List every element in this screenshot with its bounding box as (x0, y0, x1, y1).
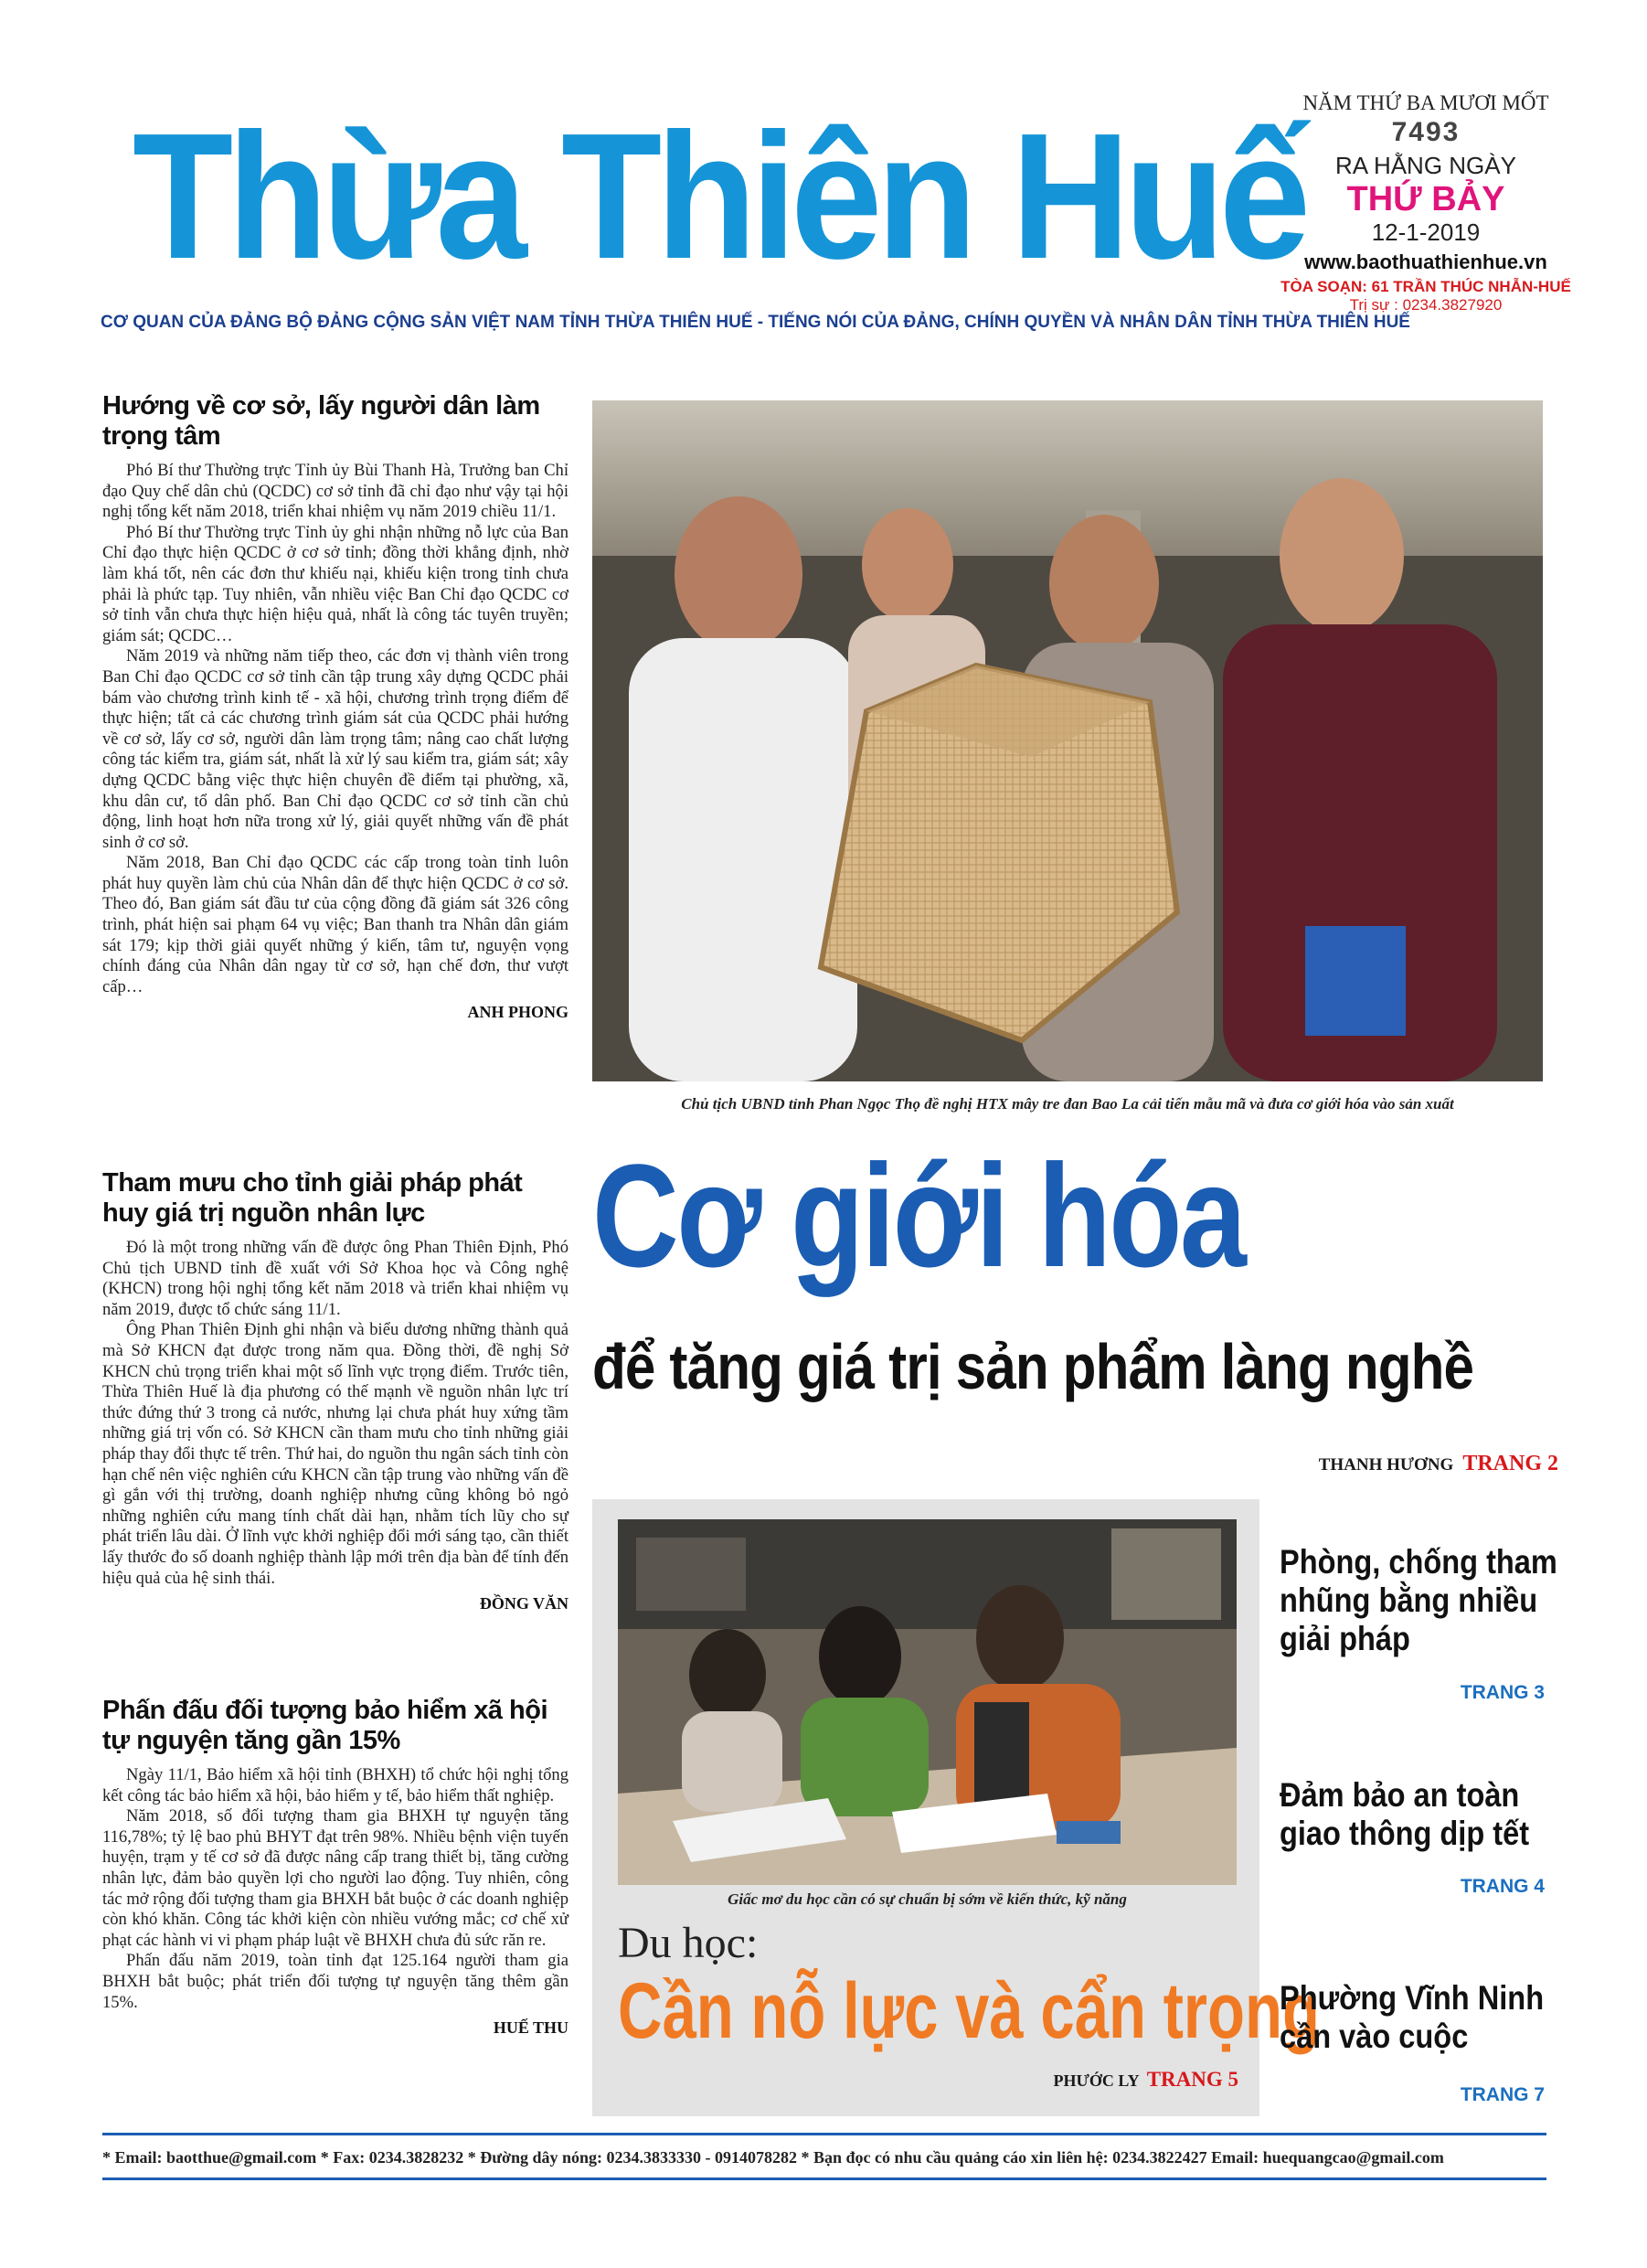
footer-rule-bottom (102, 2177, 1546, 2180)
issue-number: 7493 (1391, 117, 1461, 147)
feature-page-link[interactable]: TRANG 5 (1146, 2068, 1238, 2091)
article-byline: HUẾ THU (493, 2018, 568, 2038)
article-headline[interactable]: Phấn đấu đối tượng bảo hiểm xã hội tự nguyện tăng gần 15% (102, 1696, 548, 1755)
masthead-title: Thừa Thiên Huế (133, 96, 1305, 296)
article-paragraph: Đó là một trong những vấn đề được ông Phan Thiên Định, Phó Chủ tịch UBND tỉnh đề xuất với Sở Khoa học và Công nghệ (KHCN) trong hội nghị tổng kết năm 2018 và triển khai nhiệm vụ năm 2019, được tổ chức sáng 11/1. (102, 1238, 568, 1319)
article-1 (102, 391, 568, 1022)
issue-year: NĂM THỨ BA MƯƠI MỐT (1302, 91, 1549, 114)
article-headline[interactable]: Tham mưu cho tỉnh giải pháp phát huy giá trị nguồn nhân lực (102, 1168, 523, 1228)
side-story-3[interactable] (1280, 1979, 1545, 2056)
lead-page-link[interactable]: TRANG 2 (1462, 1452, 1558, 1475)
article-paragraph: Phấn đấu năm 2019, toàn tỉnh đạt 125.164 người tham gia BHXH bắt buộc; phát triển đối tượng tự nguyện tăng thêm gần 15%. (102, 1951, 568, 2012)
issue-frequency: RA HẰNG NGÀY (1335, 152, 1516, 179)
article-paragraph: Năm 2018, Ban Chỉ đạo QCDC các cấp trong toàn tỉnh luôn phát huy quyền làm chủ của Nhân dân để thực hiện QCDC ở cơ sở. Theo đó, Ban giám sát đầu tư của cộng đồng đã giám sát 326 công trình, phát hiện sai phạm 64 vụ việc; Ban thanh tra Nhân dân giám sát 179; kịp thời giải quyết những ý kiến, tâm tư, nguyện vọng chính đáng của Nhân dân ngay từ cơ sở, hạn chế đơn, thư vượt cấp… (102, 853, 568, 996)
feature-byline (987, 2068, 1238, 2092)
side-story-line: Phường Vĩnh Ninh (1280, 1979, 1545, 2017)
article-byline: ĐỒNG VĂN (479, 1594, 568, 1613)
article-paragraph: Ông Phan Thiên Định ghi nhận và biểu dương những thành quả mà Sở KHCN đạt được trong năm qua. Đồng thời, đề nghị Sở KHCN chủ trọng triển khai một số lĩnh vực trọng điểm. Trước tiên, Thừa Thiên Huế là địa phương có thế mạnh về nguồn nhân lực trí thức đứng thứ 3 trong cả nước, nhưng lại chưa phát huy xứng tầm những giá trị vốn có. Sở KHCN cần tham mưu cho tỉnh những giải pháp thay đổi thực tế trên. Thứ hai, do nguồn thu ngân sách tỉnh còn hạn chế nên việc nghiên cứu KHCN cần tập trung vào những vấn đề gì gắn với thị trường, doanh nghiệp nhưng cũng không bỏ ngỏ những nghiên cứu mang tính chất dài hạn, nhằm tích lũy cho sự phát triển lâu dài. Ở lĩnh vực khởi nghiệp đổi mới sáng tạo, cần thiết lấy thước đo số doanh nghiệp thành lập mới trên địa bàn để tính đến hiệu quả của hệ sinh thái. (102, 1320, 568, 1588)
lead-photo[interactable] (592, 400, 1543, 1081)
article-paragraph: Phó Bí thư Thường trực Tỉnh ủy Bùi Thanh Hà, Trưởng ban Chỉ đạo Quy chế dân chủ (QCDC) cơ sở tỉnh đã chỉ đạo như vậy tại hội nghị tổng kết năm 2018, triển khai nhiệm vụ năm 2019 chiều 11/1. (102, 461, 568, 522)
article-paragraph: Ngày 11/1, Bảo hiểm xã hội tỉnh (BHXH) tổ chức hội nghị tổng kết công tác bảo hiểm xã hội, bảo hiểm y tế, bảo hiểm thất nghiệp. (102, 1765, 568, 1805)
issue-date: 12-1-2019 (1371, 218, 1481, 246)
article-byline: ANH PHONG (467, 1003, 568, 1022)
side-story-line: giải pháp (1280, 1620, 1410, 1657)
office-address: TÒA SOẠN: 61 TRẦN THÚC NHẪN-HUẾ (1280, 278, 1571, 295)
article-body (102, 461, 568, 997)
article-paragraph: Năm 2018, số đối tượng tham gia BHXH tự nguyện tăng 116,78%; tỷ lệ bao phủ BHYT đạt trên 98%. Nhiều bệnh viện tuyến huyện, trạm y tế cơ sở đã được nâng cấp trang thiết bị, tăng cường nhân lực, đảm bảo quyền lợi cho người lao động. Tuy nhiên, công tác mở rộng đối tượng tham gia BHXH bắt buộc ở các doanh nghiệp còn khó khăn. Công tác khởi kiện còn nhiều vướng mắc; cơ chế xử phạt các hành vi vi phạm pháp luật về BHXH chưa đủ sức răn re. (102, 1806, 568, 1950)
article-paragraph: Năm 2019 và những năm tiếp theo, các đơn vị thành viên trong Ban Chỉ đạo QCDC cơ sở tỉnh cần tập trung xây dựng QCDC phải bám vào chương trình kinh tế - xã hội, chương trình trọng điểm để thực hiện; tất cả các chương trình giám sát của QCDC phải hướng về cơ sở, lấy cơ sở, người dân làm trọng tâm; nâng cao chất lượng công tác kiểm tra, giám sát, nhất là xử lý sau kiểm tra, giám sát; xây dựng QCDC bằng việc thực hiện chuyên đề điểm tại phường, xã, khu dân cư, tổ dân phố. Ban Chỉ đạo QCDC cơ sở tỉnh cần chủ động, linh hoạt hơn nữa trong xử lý, giải quyết những vấn đề phát sinh ở cơ sở. (102, 646, 568, 852)
lead-subheadline[interactable]: để tăng giá trị sản phẩm làng nghề (592, 1331, 1474, 1402)
article-3 (102, 1696, 568, 2038)
lead-photo-caption: Chủ tịch UBND tỉnh Phan Ngọc Thọ đề nghị HTX mây tre đan Bao La cải tiến mẫu mã và đưa cơ giới hóa vào sản xuất (681, 1095, 1454, 1113)
article-2 (102, 1168, 568, 1613)
feature-photo-caption: Giấc mơ du học cần có sự chuẩn bị sớm về kiến thức, kỹ năng (728, 1890, 1127, 1908)
lead-headline[interactable]: Cơ giới hóa (592, 1134, 1245, 1297)
footer-rule (102, 2133, 1546, 2135)
article-headline[interactable]: Hướng về cơ sở, lấy người dân làm trọng tâm (102, 391, 540, 451)
side-story-line: cần vào cuộc (1280, 2018, 1469, 2055)
side-story-1[interactable] (1280, 1543, 1557, 1658)
feature-kicker: Du học: (618, 1919, 759, 1967)
website-link[interactable]: www.baothuathienhue.vn (1304, 250, 1547, 273)
article-body (102, 1765, 568, 2013)
side-story-3-page[interactable]: TRANG 7 (1460, 2084, 1545, 2105)
article-body (102, 1238, 568, 1589)
lead-byline (1261, 1452, 1558, 1476)
side-story-1-page[interactable]: TRANG 3 (1460, 1682, 1545, 1703)
feature-headline[interactable]: Cần nỗ lực và cẩn trọng (618, 1967, 1320, 2055)
issue-info (1275, 91, 1577, 314)
footer-contacts: * Email: baotthue@gmail.com * Fax: 0234.3828232 * Đường dây nóng: 0234.3833330 - 0914078282 * Bạn đọc có nhu cầu quảng cáo xin liên hệ: 0234.3822427 Email: huequangcao@gmail.com (102, 2148, 1444, 2167)
feature-photo[interactable] (618, 1519, 1237, 1885)
side-story-2-page[interactable]: TRANG 4 (1460, 1876, 1545, 1897)
side-story-line: Đảm bảo an toàn (1280, 1776, 1520, 1814)
masthead-tagline: CƠ QUAN CỦA ĐẢNG BỘ ĐẢNG CỘNG SẢN VIỆT NAM TỈNH THỪA THIÊN HUẾ - TIẾNG NÓI CỦA ĐẢNG, CHÍNH QUYỀN VÀ NHÂN DÂN TỈNH THỪA THIÊN HUẾ (101, 313, 1410, 332)
article-paragraph: Phó Bí thư Thường trực Tỉnh ủy ghi nhận những nỗ lực của Ban Chỉ đạo thực hiện QCDC ở cơ sở tỉnh; đồng thời khẳng định, nhờ làm khá tốt, nên các đơn thư khiếu nại, khiếu kiện trong tỉnh chưa phải là phức tạp. Tuy nhiên, vẫn nhiều việc Ban Chỉ đạo QCDC cơ sở tỉnh vẫn chưa thực hiện hiệu quả, nhất là công tác tuyên truyền; giám sát; QCDC… (102, 522, 568, 645)
side-story-line: Phòng, chống tham (1280, 1543, 1557, 1581)
side-story-2[interactable] (1280, 1776, 1545, 1853)
side-story-line: nhũng bằng nhiều (1280, 1581, 1538, 1619)
feature-author: PHƯỚC LY (1053, 2071, 1140, 2090)
issue-weekday: THỨ BẢY (1346, 180, 1505, 218)
side-story-line: giao thông dịp tết (1280, 1815, 1530, 1852)
lead-author: THANH HƯƠNG (1318, 1455, 1454, 1475)
office-phone: Trị sự : 0234.3827920 (1349, 296, 1503, 314)
